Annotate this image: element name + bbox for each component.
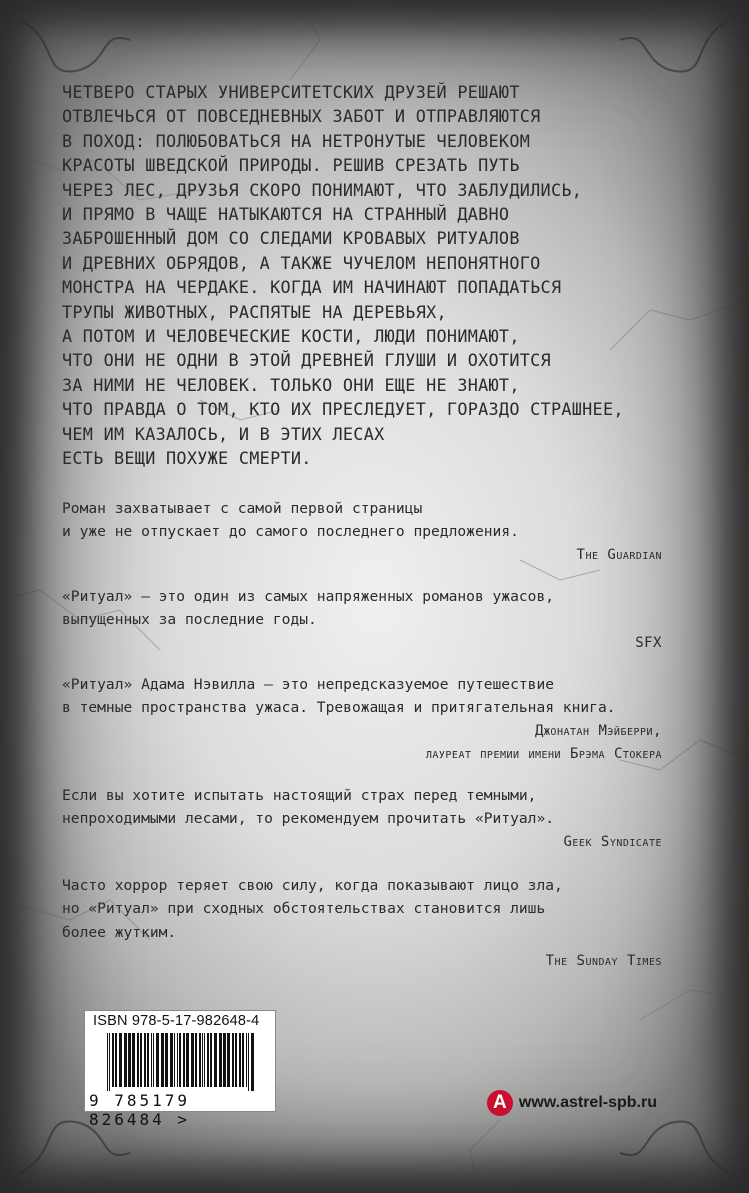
barcode-bar <box>177 1033 178 1087</box>
review-line: но «Ритуал» при сходных обстоятельствах становится лишь <box>62 900 546 917</box>
review-line: Если вы хотите испытать настоящий страх перед темными, <box>62 786 537 804</box>
barcode-bar <box>156 1033 159 1087</box>
book-description <box>62 80 662 471</box>
description-line: И ПРЯМО В ЧАЩЕ НАТЫКАЮТСЯ НА СТРАННЫЙ ДАВНО <box>62 204 510 225</box>
barcode-bar <box>219 1033 222 1087</box>
review-source-detail: лауреат премии имени Брэма Стокера <box>425 745 662 762</box>
description-line: ОТВЛЕЧЬСЯ ОТ ПОВСЕДНЕВНЫХ ЗАБОТ И ОТПРАВЛЯЮТСЯ <box>62 106 541 127</box>
barcode-bar <box>153 1033 154 1087</box>
barcode-bar <box>235 1033 237 1087</box>
description-line: ЧЕМ ИМ КАЗАЛОСЬ, И В ЭТИХ ЛЕСАХ <box>62 423 385 444</box>
barcode-bar <box>248 1033 249 1091</box>
review-geek-syndicate <box>62 784 662 854</box>
text-block <box>62 80 662 973</box>
barcode-bar <box>202 1033 203 1087</box>
barcode-bar <box>227 1033 230 1087</box>
barcode-bar <box>144 1033 146 1087</box>
review-line: «Ритуал» Адама Нэвилла — это непредсказуемое путешествие <box>62 675 555 693</box>
barcode-bar <box>119 1033 122 1087</box>
barcode-bar <box>186 1033 189 1087</box>
ean-digits: 9 785179 826484 > <box>89 1091 191 1129</box>
description-line: ЕСТЬ ВЕЩИ ПОХУЖЕ СМЕРТИ. <box>62 448 312 469</box>
description-line: МОНСТРА НА ЧЕРДАКЕ. КОГДА ИМ НАЧИНАЮТ ПОПАДАТЬСЯ <box>62 277 562 298</box>
barcode-bar <box>242 1033 244 1087</box>
isbn-barcode <box>84 1010 276 1129</box>
barcode-bar <box>195 1033 197 1087</box>
description-line: А ПОТОМ И ЧЕЛОВЕЧЕСКИЕ КОСТИ, ЛЮДИ ПОНИМАЮТ, <box>62 326 520 347</box>
publisher-logo-icon: A <box>487 1090 513 1116</box>
review-sfx <box>62 585 662 655</box>
barcode-bar <box>174 1033 175 1087</box>
description-line: ЧТО ПРАВДА О ТОМ, КТО ИХ ПРЕСЛЕДУЕТ, ГОРАЗДО СТРАШНЕЕ, <box>62 399 624 420</box>
review-source: SFX <box>635 634 662 651</box>
review-guardian <box>62 497 662 567</box>
description-line: ТРУПЫ ЖИВОТНЫХ, РАСПЯТЫЕ НА ДЕРЕВЬЯХ, <box>62 301 447 322</box>
barcode-bar <box>112 1033 114 1087</box>
barcode-bar <box>128 1033 131 1087</box>
publisher-url[interactable]: www.astrel-spb.ru <box>518 1094 657 1111</box>
description-line: ЧЕТВЕРО СТАРЫХ УНИВЕРСИТЕТСКИХ ДРУЗЕЙ РЕШАЮТ <box>62 82 520 102</box>
review-line: и уже не отпускает до самого последнего предложения. <box>62 523 519 540</box>
isbn-label: ISBN 978-5-17-982648-4 <box>93 1013 260 1029</box>
barcode-bar <box>165 1033 168 1087</box>
publisher-block <box>487 1090 657 1116</box>
description-line: ЧЕРЕЗ ЛЕС, ДРУЗЬЯ СКОРО ПОНИМАЮТ, ЧТО ЗАБЛУДИЛИСЬ, <box>62 179 583 200</box>
barcode-bar <box>147 1033 149 1087</box>
barcode-bar <box>170 1033 173 1087</box>
barcode-bar <box>199 1033 201 1087</box>
barcode-bar <box>232 1033 234 1087</box>
description-line: ЧТО ОНИ НЕ ОДНИ В ЭТОЙ ДРЕВНЕЙ ГЛУШИ И ОХОТИТСЯ <box>62 350 551 371</box>
review-line: Часто хоррор теряет свою силу, когда показывают лицо зла, <box>62 876 563 894</box>
barcode-bar <box>179 1033 181 1087</box>
barcode-bar <box>239 1033 241 1087</box>
review-source: Джонатан Мэйберри, <box>534 722 662 739</box>
barcode-bars <box>107 1033 257 1091</box>
barcode-bar <box>109 1033 110 1091</box>
barcode-bar <box>107 1033 108 1091</box>
description-line: ЗА НИМИ НЕ ЧЕЛОВЕК. ТОЛЬКО ОНИ ЕЩЕ НЕ ЗНАЮТ, <box>62 374 520 395</box>
barcode-bar <box>151 1033 152 1087</box>
review-source: The Guardian <box>576 546 662 563</box>
description-line: КРАСОТЫ ШВЕДСКОЙ ПРИРОДЫ. РЕШИВ СРЕЗАТЬ ПУТЬ <box>62 155 520 176</box>
barcode-bar <box>115 1033 117 1087</box>
barcode-bar <box>204 1033 205 1087</box>
review-line: непроходимыми лесами, то рекомендуем прочитать «Ритуал». <box>62 810 555 827</box>
barcode-bar <box>140 1033 142 1087</box>
description-line: В ПОХОД: ПОЛЮБОВАТЬСЯ НА НЕТРОНУТЫЕ ЧЕЛОВЕКОМ <box>62 130 531 151</box>
review-mayberry <box>62 673 662 766</box>
review-source: The Sunday Times <box>545 953 662 969</box>
review-line: более жутким. <box>62 923 177 941</box>
barcode-bar <box>251 1033 254 1091</box>
review-line: в темные пространства ужаса. Тревожащая и притягательная книга. <box>62 699 616 716</box>
barcode-bar <box>214 1033 217 1087</box>
barcode-bar <box>183 1033 185 1087</box>
barcode-bar <box>191 1033 194 1087</box>
barcode-bar <box>223 1033 226 1087</box>
description-line: И ДРЕВНИХ ОБРЯДОВ, А ТАКЖЕ ЧУЧЕЛОМ НЕПОНЯТНОГО <box>62 252 541 273</box>
barcode-bar <box>161 1033 164 1087</box>
barcode-bar <box>207 1033 209 1087</box>
barcode-bar <box>124 1033 127 1087</box>
review-line: Роман захватывает с самой первой страницы <box>62 499 423 517</box>
barcode-bar <box>137 1033 139 1087</box>
review-source: Geek Syndicate <box>563 833 662 850</box>
barcode-bar <box>246 1033 247 1087</box>
description-line: ЗАБРОШЕННЫЙ ДОМ СО СЛЕДАМИ КРОВАВЫХ РИТУАЛОВ <box>62 228 520 249</box>
review-line: выпущенных за последние годы. <box>62 611 317 628</box>
barcode-bar <box>132 1033 135 1087</box>
barcode-bar <box>210 1033 212 1087</box>
review-sunday-times <box>62 874 662 974</box>
review-line: «Ритуал» — это один из самых напряженных романов ужасов, <box>62 587 555 605</box>
